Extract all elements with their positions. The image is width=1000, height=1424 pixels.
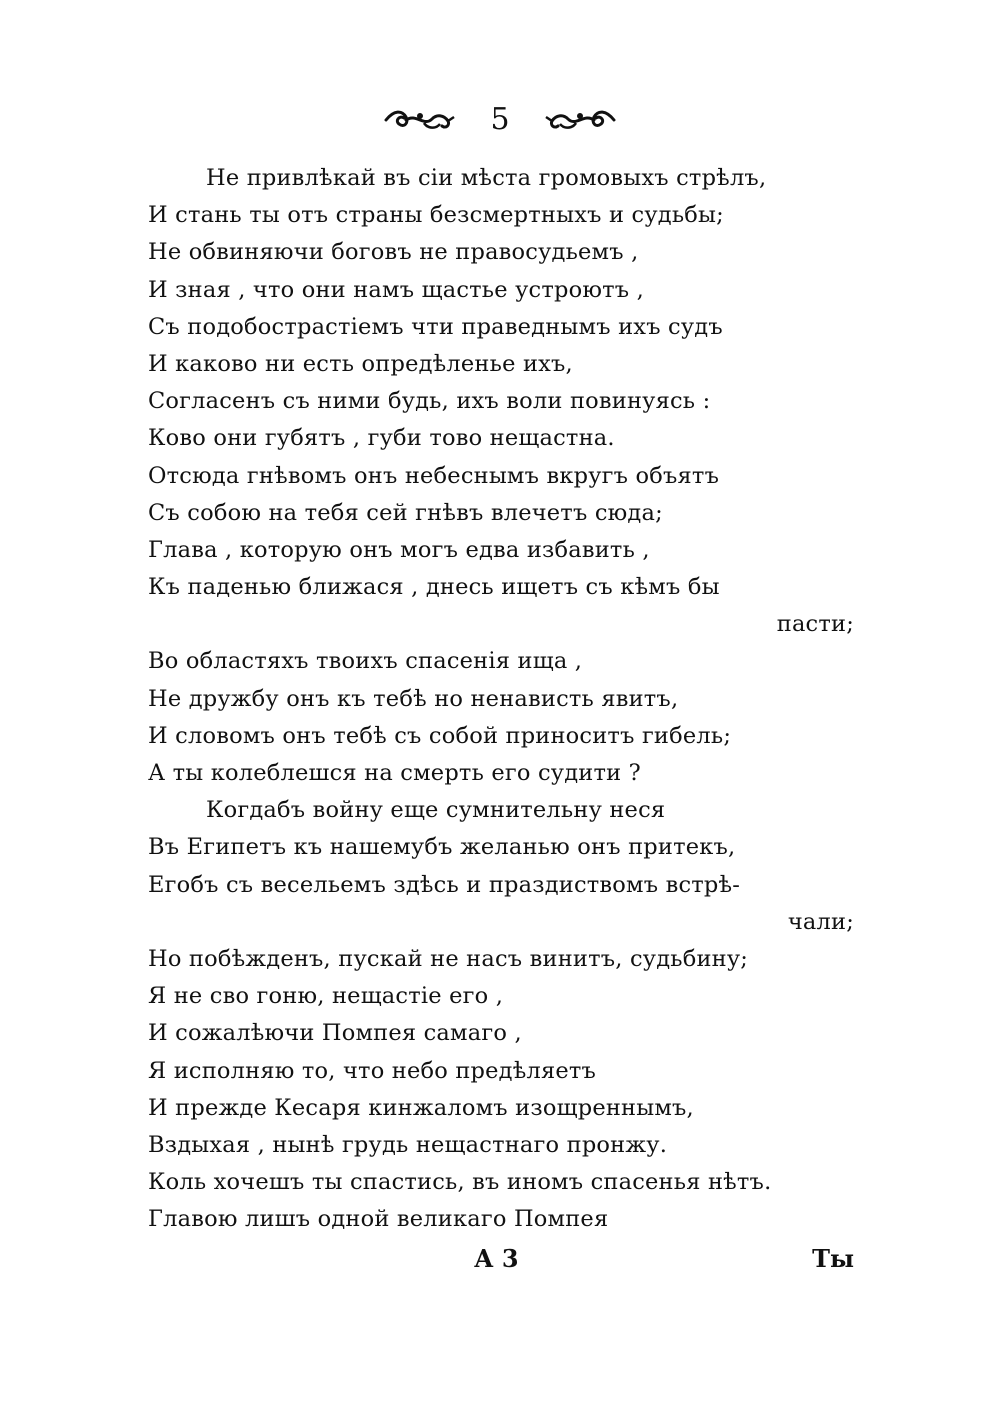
- text-line: Ково они губятъ , губи тово нещастна.: [148, 425, 615, 452]
- text-line: Но побѣжденъ, пускай не насъ винитъ, судьбину;: [148, 945, 749, 972]
- text-line: Глава , которую онъ могъ едва избавить ,: [148, 536, 650, 563]
- text-line: Съ собою на тебя сей гнѣвъ влечетъ сюда;: [148, 499, 663, 526]
- text-line: Согласенъ съ ними будь, ихъ воли повинуясь :: [148, 388, 711, 415]
- text-line: Вздыхая , нынѣ грудь нещастнаго пронжу.: [148, 1131, 668, 1158]
- text-line: Егобъ съ весельемъ здѣсь и праздиствомъ встрѣ-: [148, 871, 741, 898]
- verse-text: [148, 160, 854, 1238]
- page-footer: [148, 1240, 854, 1280]
- running-header: [0, 100, 1000, 140]
- text-line: Въ Египетъ къ нашемубъ желанью онъ притекъ,: [148, 834, 736, 861]
- text-line: И стань ты отъ страны безсмертныхъ и судьбы;: [148, 202, 724, 229]
- text-line: Я исполняю то, что небо предѣляетъ: [148, 1057, 597, 1084]
- catchword: Ты: [812, 1244, 854, 1273]
- text-line: И сожалѣючи Помпея самаго ,: [148, 1020, 522, 1047]
- fleuron-left-icon: [384, 107, 456, 133]
- text-line: чали;: [787, 908, 854, 935]
- signature-mark: А 3: [474, 1244, 519, 1273]
- text-line: Главою лишъ одной великаго Помпея: [148, 1206, 609, 1233]
- fleuron-right-icon: [544, 107, 616, 133]
- text-line: Съ подобострастіемъ чти праведнымъ ихъ судъ: [148, 313, 723, 340]
- text-line: Во областяхъ твоихъ спасенія ища ,: [148, 648, 583, 675]
- text-line: И прежде Кесаря кинжаломъ изощреннымъ,: [148, 1094, 694, 1121]
- text-line: Къ паденью ближася , днесь ищетъ съ кѣмъ бы: [148, 574, 720, 601]
- text-line: И словомъ онъ тебѣ съ собой приноситъ гибель;: [148, 722, 732, 749]
- text-line: Не обвиняючи боговъ не правосудьемъ ,: [148, 239, 639, 266]
- text-line: Когдабъ войну еще сумнительну неся: [206, 797, 666, 824]
- text-line: И зная , что они намъ щастье устроютъ ,: [148, 276, 644, 303]
- text-line: Не дружбу онъ къ тебѣ но ненависть явитъ,: [148, 685, 679, 712]
- text-line: И каково ни есть опредѣленье ихъ,: [148, 350, 573, 377]
- text-line: Коль хочешъ ты спастись, въ иномъ спасенья нѣтъ.: [148, 1169, 772, 1196]
- text-line: Не привлѣкай въ сіи мѣста громовыхъ стрѣлъ,: [206, 165, 767, 191]
- text-line: пасти;: [776, 611, 854, 638]
- text-line: Отсюда гнѣвомъ онъ небеснымъ вкругъ объятъ: [148, 462, 720, 489]
- text-line: Я не сво гоню, нещастіе его ,: [148, 983, 504, 1010]
- text-line: А ты колеблешся на смерть его судити ?: [148, 760, 641, 786]
- page-number: 5: [490, 102, 510, 137]
